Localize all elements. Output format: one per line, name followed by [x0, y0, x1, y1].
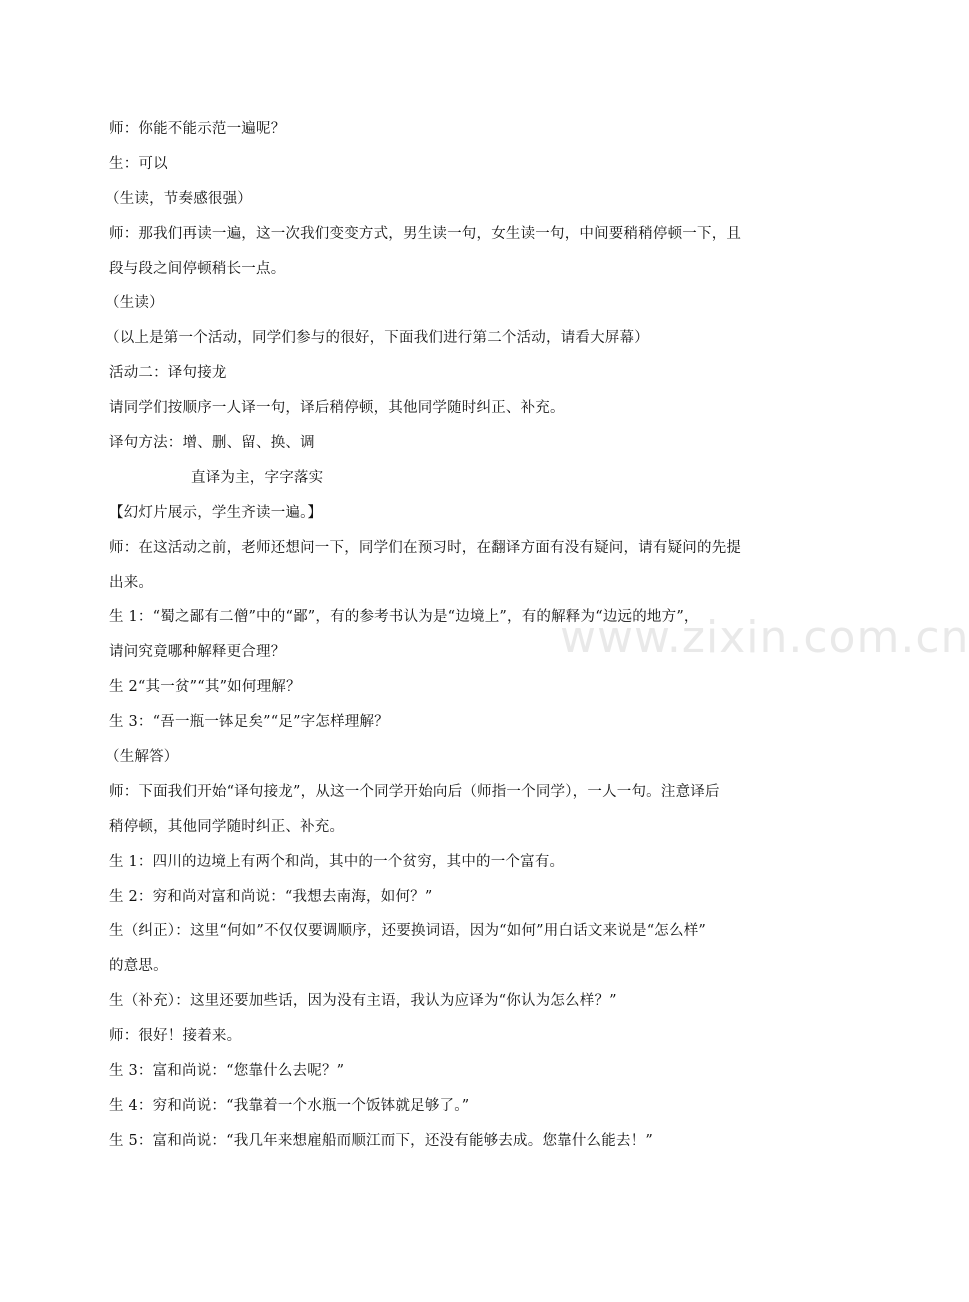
text-line: 师：很好！接着来。 [109, 1028, 242, 1045]
text-line: 译句方法：增、删、留、换、调 [109, 435, 315, 452]
document-body [105, 112, 821, 1159]
watermark: www.zixin.com.cn [560, 612, 969, 663]
text-line: 段与段之间停顿稍长一点。 [109, 260, 286, 277]
text-line: 生 5：富和尚说：“我几年来想雇船而顺江而下，还没有能够去成。您靠什么能去！” [109, 1132, 653, 1149]
text-line: 生 2“其一贫”“其”如何理解？ [109, 679, 301, 696]
text-line: （生读） [105, 295, 164, 312]
text-line: 请同学们按顺序一人译一句，译后稍停顿，其他同学随时纠正、补充。 [109, 400, 565, 417]
text-line: （生解答） [105, 749, 179, 766]
text-line: 生 3：富和尚说：“您靠什么去呢？” [109, 1063, 345, 1080]
text-line: 生 2：穷和尚对富和尚说：“我想去南海，如何？” [109, 888, 433, 905]
text-line: 生 1：“蜀之鄙有二僧”中的“鄙”，有的参考书认为是“边境上”，有的解释为“边远的地方”， [109, 609, 699, 626]
text-line: 师：在这活动之前，老师还想问一下，同学们在预习时，在翻译方面有没有疑问，请有疑问的先提 [109, 539, 742, 556]
text-line: （以上是第一个活动，同学们参与的很好，下面我们进行第二个活动，请看大屏幕） [105, 330, 649, 347]
text-line: 活动二：译句接龙 [109, 365, 227, 382]
text-line: 生 3：“吾一瓶一钵足矣”“足”字怎样理解？ [109, 714, 389, 731]
text-line: 师：下面我们开始“译句接龙”，从这一个同学开始向后（师指一个同学），一人一句。注意译后 [109, 783, 720, 800]
text-line: 师：那我们再读一遍，这一次我们变变方式，男生读一句，女生读一句，中间要稍稍停顿一下，且 [109, 225, 742, 242]
text-line: （生读，节奏感很强） [105, 190, 252, 207]
text-line: 生 4：穷和尚说：“我靠着一个水瓶一个饭钵就足够了。” [109, 1097, 470, 1114]
text-line: 生（纠正）：这里“何如”不仅仅要调顺序，还要换词语，因为“如何”用白话文来说是“怎么样” [109, 923, 707, 940]
text-line: 请问究竟哪种解释更合理？ [109, 644, 286, 661]
text-line: 出来。 [109, 574, 154, 591]
text-line: 稍停顿，其他同学随时纠正、补充。 [109, 818, 345, 835]
text-line: 师：你能不能示范一遍呢？ [109, 121, 286, 137]
text-line: 生：可以 [109, 155, 168, 172]
text-line: 【幻灯片展示，学生齐读一遍。】 [109, 504, 323, 521]
text-line: 的意思。 [109, 958, 168, 975]
text-line: 生（补充）：这里还要加些话，因为没有主语，我认为应译为“你认为怎么样？” [109, 993, 617, 1010]
text-line: 生 1：四川的边境上有两个和尚，其中的一个贫穷，其中的一个富有。 [109, 853, 565, 870]
text-line: 直译为主，字字落实 [191, 469, 324, 486]
